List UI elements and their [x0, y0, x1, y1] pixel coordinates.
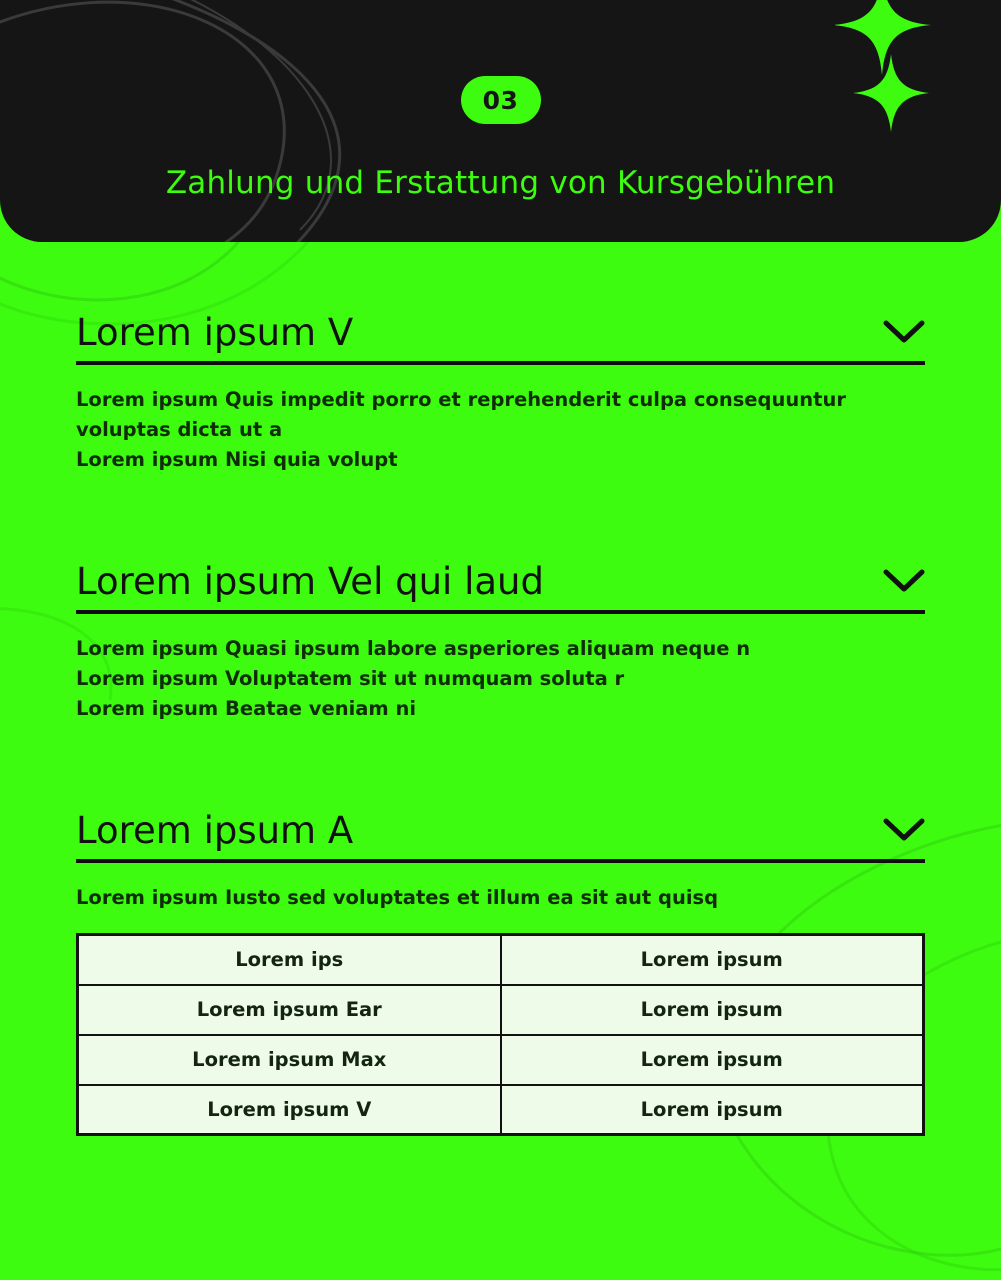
faq-answer-line: Lorem ipsum Nisi quia volupt [76, 447, 398, 471]
faq-item-1[interactable] [76, 312, 925, 475]
chevron-down-icon[interactable] [883, 568, 925, 594]
faq-answer-3 [76, 883, 925, 913]
table-row [78, 1035, 924, 1085]
chevron-down-icon[interactable] [883, 319, 925, 345]
section-number-badge: 03 [461, 76, 541, 124]
faq-header-2[interactable] [76, 561, 925, 614]
chevron-down-icon[interactable] [883, 817, 925, 843]
table-cell: Lorem ipsum [501, 985, 924, 1035]
table-cell: Lorem ipsum V [78, 1085, 501, 1135]
faq-list [0, 242, 1001, 1136]
faq-question-1: Lorem ipsum V [76, 311, 354, 354]
table-cell: Lorem ipsum [501, 1085, 924, 1135]
faq-header-3[interactable] [76, 810, 925, 863]
faq-answer-line: Lorem ipsum Iusto sed voluptates et illum ea sit aut quisq [76, 885, 719, 909]
table-cell: Lorem ipsum Ear [78, 985, 501, 1035]
table-cell: Lorem ipsum Max [78, 1035, 501, 1085]
faq-answer-line: Lorem ipsum Quis impedit porro et reprehenderit culpa consequuntur [76, 387, 846, 411]
faq-question-2: Lorem ipsum Vel qui laud [76, 560, 544, 604]
table-row [78, 985, 924, 1035]
table-cell: Lorem ipsum [501, 1035, 924, 1085]
table-row [78, 935, 924, 985]
page-title: Zahlung und Erstattung von Kursgebühren [165, 165, 836, 201]
table-cell: Lorem ips [78, 935, 501, 985]
faq-header-1[interactable] [76, 312, 925, 365]
faq-answer-line: Lorem ipsum Voluptatem sit ut numquam soluta r [76, 666, 625, 690]
faq-item-2[interactable] [76, 561, 925, 724]
header-panel [0, 0, 1001, 242]
faq-answer-1 [76, 385, 925, 476]
faq-answer-line: voluptas dicta ut a [76, 417, 283, 441]
faq-answer-line: Lorem ipsum Beatae veniam ni [76, 697, 417, 721]
table-row [78, 1085, 924, 1135]
fee-table [76, 933, 925, 1136]
table-cell: Lorem ipsum [501, 935, 924, 985]
faq-answer-2 [76, 634, 925, 725]
faq-question-3: Lorem ipsum A [76, 809, 354, 853]
faq-item-3[interactable] [76, 810, 925, 1136]
sparkle-icon [835, 0, 945, 140]
faq-answer-line: Lorem ipsum Quasi ipsum labore asperiores aliquam neque n [76, 636, 751, 660]
